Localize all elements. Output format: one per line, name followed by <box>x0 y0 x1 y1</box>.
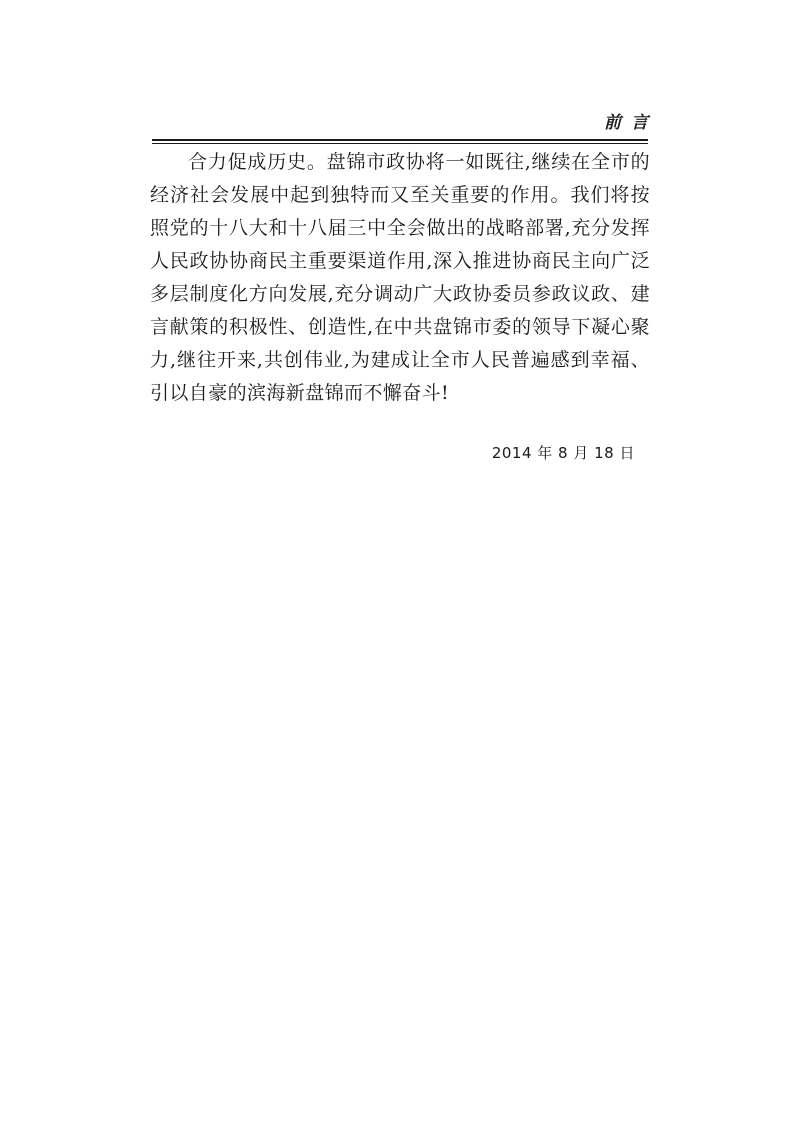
date-line: 2014 年 8 月 18 日 <box>491 444 635 462</box>
header-rule-thick <box>152 139 648 141</box>
header-rule-thin <box>152 143 648 144</box>
page-title: 前言 <box>604 113 658 133</box>
body-paragraph: 合力促成历史。盘锦市政协将一如既往,继续在全市的经济社会发展中起到独特而又至关重要的作用。我们将按照党的十八大和十八届三中全会做出的战略部署,充分发挥人民政协协商民主重要渠道作用,深入推进协商民主向广泛多层制度化方向发展,充分调动广大政协委员参政议政、建言献策的积极性、创造性,在中共盘锦市委的领导下凝心聚力,继往开来,共创伟业,为建成让全市人民普遍感到幸福、引以自豪的滨海新盘锦而不懈奋斗! <box>150 151 650 404</box>
